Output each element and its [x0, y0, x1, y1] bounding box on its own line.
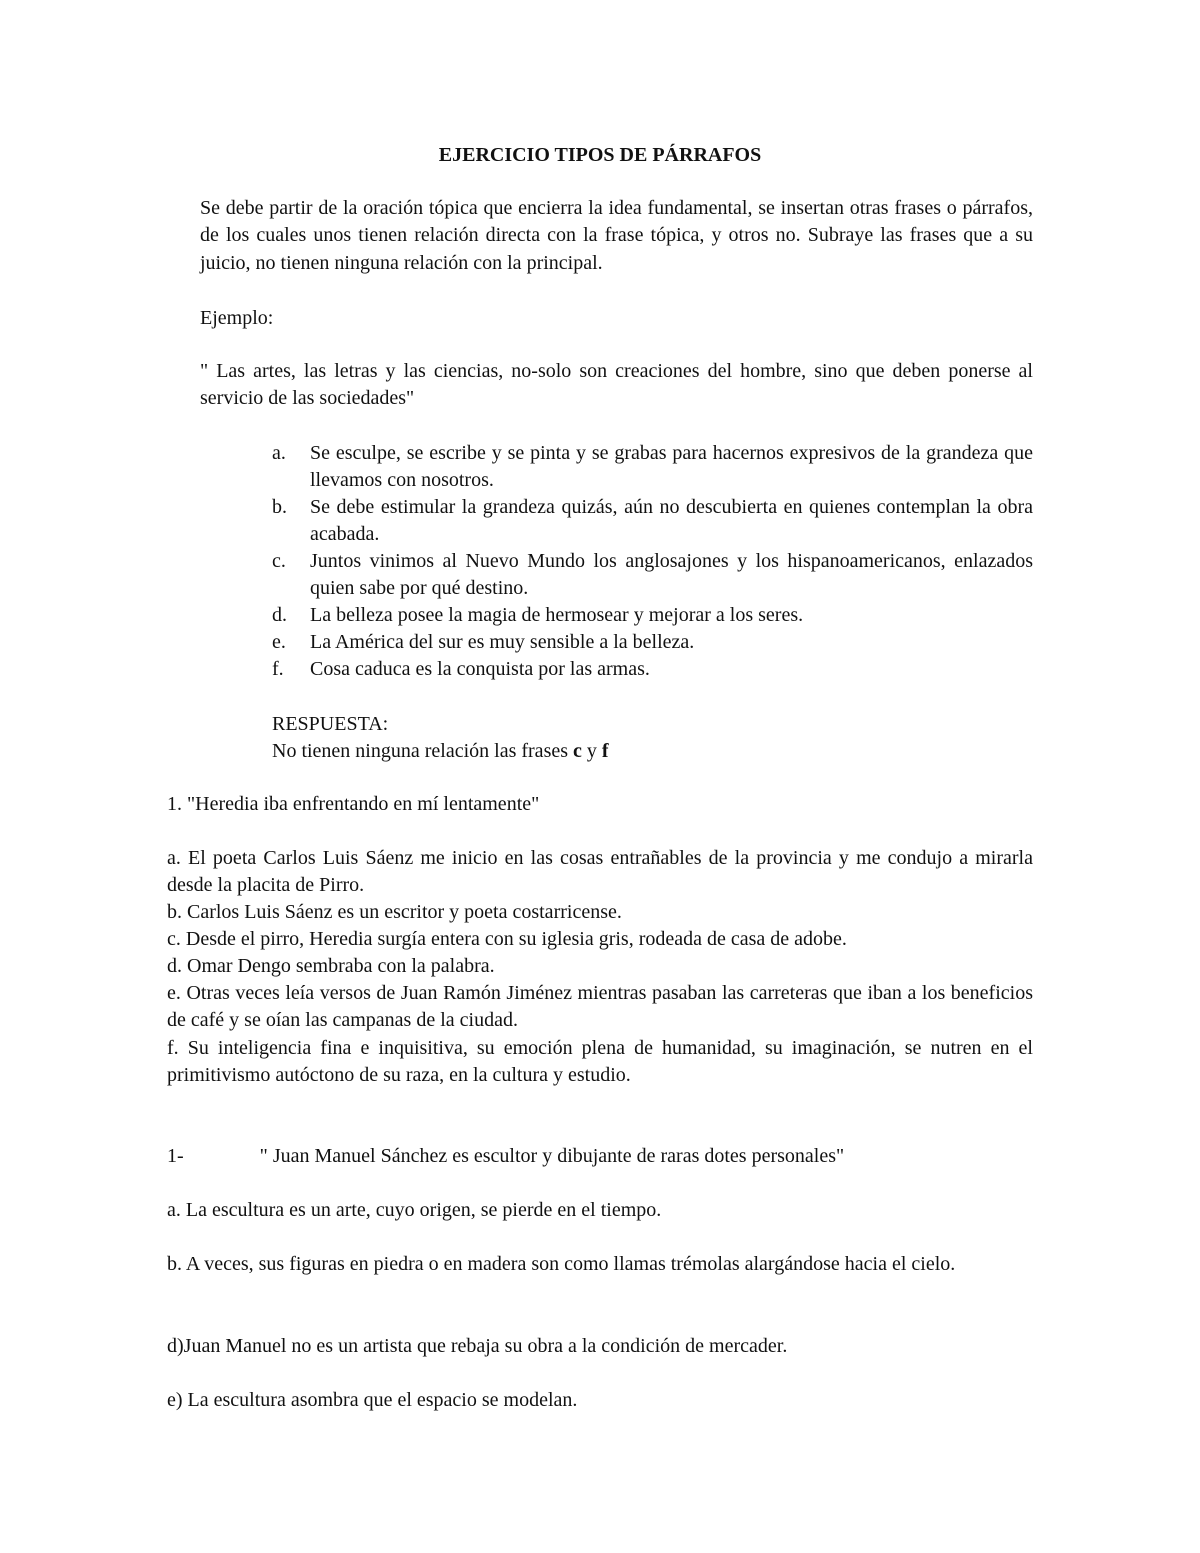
exercise1-item-b: b. Carlos Luis Sáenz es un escritor y poeta costarricense. [167, 901, 622, 923]
list-marker: d. [272, 604, 287, 626]
exercise1-item-e: e. Otras veces leía versos de Juan Ramón Jiménez mientras pasaban las carreteras que iban a los beneficios de café y se oían las campanas de la ciudad. [167, 982, 1033, 1032]
exercise2-number: 1- [167, 1145, 184, 1167]
example-item-a [272, 440, 1033, 495]
answer-letter-f: f [601, 740, 609, 762]
list-item-text: La América del sur es muy sensible a la belleza. [310, 631, 695, 653]
list-item-text: Cosa caduca es la conquista por las armas. [310, 658, 650, 680]
example-item-b [272, 494, 1033, 549]
exercise2-item-b: b. A veces, sus figuras en piedra o en madera son como llamas trémolas alargándose hacia el cielo. [167, 1253, 956, 1275]
example-item-c [272, 548, 1033, 603]
exercise1-item-c: c. Desde el pirro, Heredia surgía entera con su iglesia gris, rodeada de casa de adobe. [167, 928, 847, 950]
exercise2-item-a: a. La escultura es un arte, cuyo origen, se pierde en el tiempo. [167, 1199, 662, 1221]
exercise1-item-d: d. Omar Dengo sembraba con la palabra. [167, 955, 495, 977]
list-marker: a. [272, 442, 286, 464]
list-item-text: Se debe estimular la grandeza quizás, aún no descubierta en quienes contemplan la obra acabada. [310, 496, 1033, 546]
exercise1-item-f: f. Su inteligencia fina e inquisitiva, su emoción plena de humanidad, su imaginación, se nutren en el primitivismo autóctono de su raza, en la cultura y estudio. [167, 1037, 1033, 1087]
intro-paragraph: Se debe partir de la oración tópica que encierra la idea fundamental, se insertan otras frases o párrafos, de los cuales unos tienen relación directa con la frase tópica, y otros no. Subraye las frases que a su juicio, no tienen ninguna relación con la principal. [200, 197, 1033, 274]
list-marker: e. [272, 631, 286, 653]
exercise2-heading: " Juan Manuel Sánchez es escultor y dibujante de raras dotes personales" [259, 1145, 845, 1167]
answer-label: RESPUESTA: [272, 713, 389, 735]
example-item-e [272, 629, 1033, 656]
list-item-text: Se esculpe, se escribe y se pinta y se grabas para hacernos expresivos de la grandeza que llevamos con nosotros. [310, 442, 1033, 492]
example-quote: " Las artes, las letras y las ciencias, no-solo son creaciones del hombre, sino que deben ponerse al servicio de las sociedades" [200, 360, 1033, 410]
exercise2-item-d: d)Juan Manuel no es un artista que rebaja su obra a la condición de mercader. [167, 1335, 788, 1357]
answer-prefix: No tienen ninguna relación las frases [272, 740, 574, 762]
exercise2-item-e: e) La escultura asombra que el espacio se modelan. [167, 1389, 578, 1411]
answer-letter-c: c [573, 740, 582, 762]
example-label: Ejemplo: [200, 307, 274, 329]
example-item-f [272, 656, 1033, 683]
list-marker: b. [272, 496, 287, 518]
list-marker: c. [272, 550, 286, 572]
exercise1-heading: 1. "Heredia iba enfrentando en mí lentamente" [167, 793, 540, 815]
list-marker: f. [272, 658, 284, 680]
example-item-d [272, 602, 1033, 629]
list-item-text: La belleza posee la magia de hermosear y mejorar a los seres. [310, 604, 804, 626]
document-title: EJERCICIO TIPOS DE PÁRRAFOS [438, 144, 762, 166]
exercise2-heading-line [167, 1143, 844, 1170]
answer-text [272, 738, 609, 765]
list-item-text: Juntos vinimos al Nuevo Mundo los anglosajones y los hispanoamericanos, enlazados quien sabe por qué destino. [310, 550, 1033, 600]
answer-and: y [581, 740, 602, 762]
exercise1-item-a: a. El poeta Carlos Luis Sáenz me inicio en las cosas entrañables de la provincia y me condujo a mirarla desde la placita de Pirro. [167, 847, 1033, 897]
